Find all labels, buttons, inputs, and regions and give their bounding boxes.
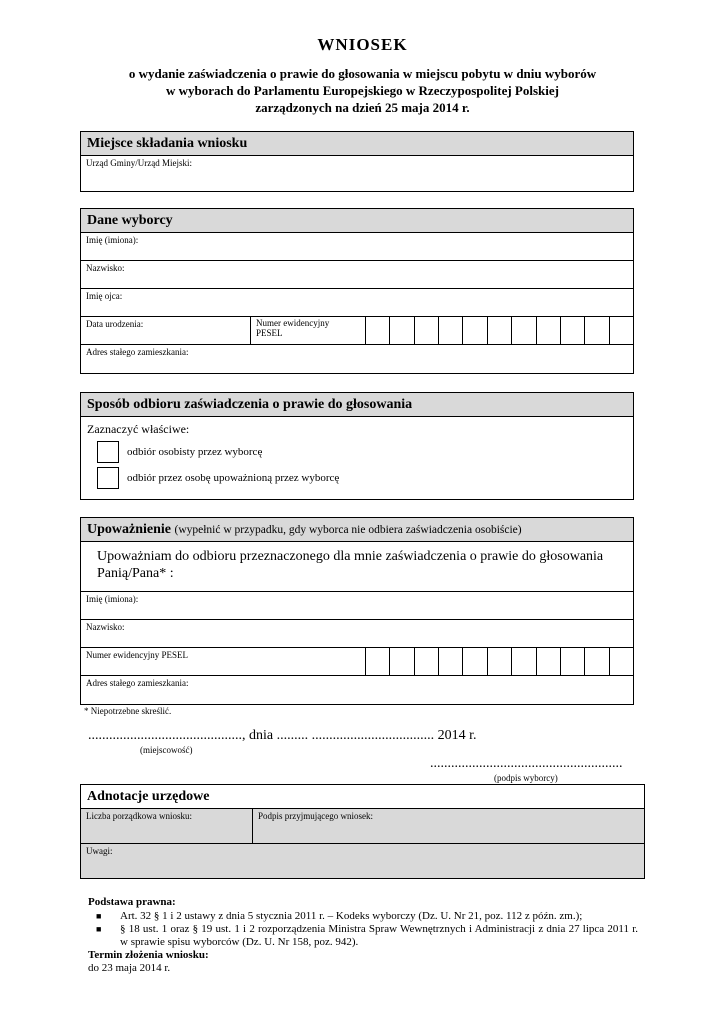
proxy-last-name-field[interactable] bbox=[81, 620, 633, 648]
proxy-first-name-field[interactable] bbox=[81, 592, 633, 620]
pesel-digit-box[interactable] bbox=[366, 648, 390, 675]
pesel-digit-box[interactable] bbox=[561, 317, 585, 344]
pesel-digit-box[interactable] bbox=[439, 317, 463, 344]
section-voter bbox=[80, 208, 634, 374]
voter-pesel-digits bbox=[366, 317, 633, 344]
section-place-title: Miejsce składania wniosku bbox=[81, 132, 633, 156]
pesel-digit-box[interactable] bbox=[488, 648, 512, 675]
authorization-title-note: (wypełnić w przypadku, gdy wyborca nie odbiera zaświadczenia osobiście) bbox=[174, 524, 522, 536]
signature-label: (podpis wyborcy) bbox=[494, 773, 558, 783]
receiver-signature-label: Podpis przyjmującego wniosek: bbox=[258, 811, 373, 821]
birth-date-field[interactable] bbox=[81, 317, 251, 344]
section-voter-title: Dane wyborcy bbox=[81, 209, 633, 233]
proxy-address-label: Adres stałego zamieszkania: bbox=[86, 678, 189, 688]
pesel-digit-box[interactable] bbox=[561, 648, 585, 675]
checkbox-proxy[interactable] bbox=[97, 467, 119, 489]
voter-first-name-label: Imię (imiona): bbox=[86, 235, 139, 245]
pesel-digit-box[interactable] bbox=[610, 317, 633, 344]
voter-pesel-label-line1: Numer ewidencyjny bbox=[256, 318, 330, 328]
voter-father-name-field[interactable] bbox=[81, 289, 633, 317]
pesel-digit-box[interactable] bbox=[463, 648, 487, 675]
checkbox-personal[interactable] bbox=[97, 441, 119, 463]
legal-basis-heading: Podstawa prawna: bbox=[88, 896, 176, 908]
section-authorization-title bbox=[81, 518, 633, 542]
pesel-digit-box[interactable] bbox=[585, 648, 609, 675]
form-title: WNIOSEK bbox=[317, 35, 408, 54]
voter-last-name-label: Nazwisko: bbox=[86, 263, 125, 273]
application-number-label: Liczba porządkowa wniosku: bbox=[86, 811, 192, 821]
section-receipt bbox=[80, 392, 634, 500]
proxy-address-field[interactable] bbox=[81, 676, 633, 704]
pesel-digit-box[interactable] bbox=[390, 317, 414, 344]
section-official bbox=[80, 784, 645, 879]
receipt-option-proxy[interactable] bbox=[97, 467, 633, 489]
office-label: Urząd Gminy/Urząd Miejski: bbox=[86, 158, 192, 168]
receipt-option-personal[interactable] bbox=[97, 441, 633, 463]
voter-address-label: Adres stałego zamieszkania: bbox=[86, 347, 189, 357]
pesel-digit-box[interactable] bbox=[439, 648, 463, 675]
deadline-heading: Termin złożenia wniosku: bbox=[88, 949, 209, 961]
pesel-digit-box[interactable] bbox=[512, 317, 536, 344]
notes-field[interactable] bbox=[81, 844, 644, 878]
official-row bbox=[81, 809, 644, 844]
legal-basis-item bbox=[88, 910, 638, 923]
voter-first-name-field[interactable] bbox=[81, 233, 633, 261]
pesel-digit-box[interactable] bbox=[537, 648, 561, 675]
footnote: * Niepotrzebne skreślić. bbox=[84, 706, 172, 716]
birth-date-label: Data urodzenia: bbox=[86, 319, 144, 329]
signature-line[interactable]: ....................................................... bbox=[430, 756, 623, 771]
section-place bbox=[80, 131, 634, 192]
voter-pesel-label-line2: PESEL bbox=[256, 328, 283, 338]
pesel-digit-box[interactable] bbox=[463, 317, 487, 344]
pesel-digit-box[interactable] bbox=[512, 648, 536, 675]
deadline-value: do 23 maja 2014 r. bbox=[88, 962, 171, 974]
voter-father-name-label: Imię ojca: bbox=[86, 291, 123, 301]
receiver-signature-field[interactable] bbox=[253, 809, 644, 843]
pesel-digit-box[interactable] bbox=[415, 317, 439, 344]
pesel-digit-box[interactable] bbox=[390, 648, 414, 675]
proxy-pesel-row bbox=[81, 648, 633, 676]
notes-label: Uwagi: bbox=[86, 846, 113, 856]
pesel-digit-box[interactable] bbox=[585, 317, 609, 344]
authorization-title: Upoważnienie bbox=[87, 522, 171, 537]
subtitle-line-1: o wydanie zaświadczenia o prawie do głosowania w miejscu pobytu w dniu wyborów bbox=[128, 66, 597, 81]
subtitle-line-2: w wyborach do Parlamentu Europejskiego w Rzeczypospolitej Polskiej bbox=[166, 83, 559, 98]
pesel-digit-box[interactable] bbox=[415, 648, 439, 675]
pesel-digit-box[interactable] bbox=[610, 648, 633, 675]
legal-basis-item-text: § 18 ust. 1 oraz § 19 ust. 1 i 2 rozporządzenia Ministra Spraw Wewnętrznych i Administracji z dnia 27 lipca 2011 r. w sprawie spisu wyborców (Dz. U. Nr 158, poz. 942). bbox=[120, 923, 638, 948]
proxy-last-name-label: Nazwisko: bbox=[86, 622, 125, 632]
pesel-digit-box[interactable] bbox=[366, 317, 390, 344]
receipt-option-personal-label: odbiór osobisty przez wyborcę bbox=[127, 446, 263, 458]
section-authorization bbox=[80, 517, 634, 705]
place-label: (miejscowość) bbox=[140, 745, 193, 755]
form-subtitle bbox=[0, 65, 725, 116]
office-field[interactable] bbox=[81, 156, 633, 191]
legal-basis-item bbox=[88, 923, 638, 949]
proxy-pesel-digits bbox=[366, 648, 633, 675]
legal-basis-item-text: Art. 32 § 1 i 2 ustawy z dnia 5 stycznia 2011 r. – Kodeks wyborczy (Dz. U. Nr 21, poz. 112 z późn. zm.); bbox=[120, 910, 583, 922]
square-bullet-icon: ■ bbox=[96, 911, 102, 921]
receipt-instruction: Zaznaczyć właściwe: bbox=[87, 422, 190, 436]
proxy-first-name-label: Imię (imiona): bbox=[86, 594, 139, 604]
voter-birth-pesel-row bbox=[81, 317, 633, 345]
authorization-statement: Upoważniam do odbioru przeznaczonego dla mnie zaświadczenia o prawie do głosowania Panią/Pana* : bbox=[97, 549, 604, 581]
section-official-title: Adnotacje urzędowe bbox=[81, 785, 644, 809]
proxy-pesel-label-cell bbox=[81, 648, 366, 675]
legal-basis-list bbox=[88, 910, 638, 949]
authorization-statement-row bbox=[81, 542, 633, 592]
pesel-digit-box[interactable] bbox=[488, 317, 512, 344]
square-bullet-icon: ■ bbox=[96, 924, 102, 934]
proxy-pesel-label: Numer ewidencyjny PESEL bbox=[86, 650, 188, 660]
voter-pesel-label bbox=[251, 317, 366, 344]
voter-address-field[interactable] bbox=[81, 345, 633, 373]
legal-basis bbox=[88, 896, 638, 975]
place-date-line[interactable]: ............................................, dnia ......... ................................... 2014 r. bbox=[88, 728, 477, 743]
application-number-field[interactable] bbox=[81, 809, 253, 843]
voter-last-name-field[interactable] bbox=[81, 261, 633, 289]
subtitle-line-3: zarządzonych na dzień 25 maja 2014 r. bbox=[255, 100, 470, 115]
pesel-digit-box[interactable] bbox=[537, 317, 561, 344]
receipt-option-proxy-label: odbiór przez osobę upoważnioną przez wyborcę bbox=[127, 472, 340, 484]
section-receipt-title: Sposób odbioru zaświadczenia o prawie do głosowania bbox=[81, 393, 633, 417]
